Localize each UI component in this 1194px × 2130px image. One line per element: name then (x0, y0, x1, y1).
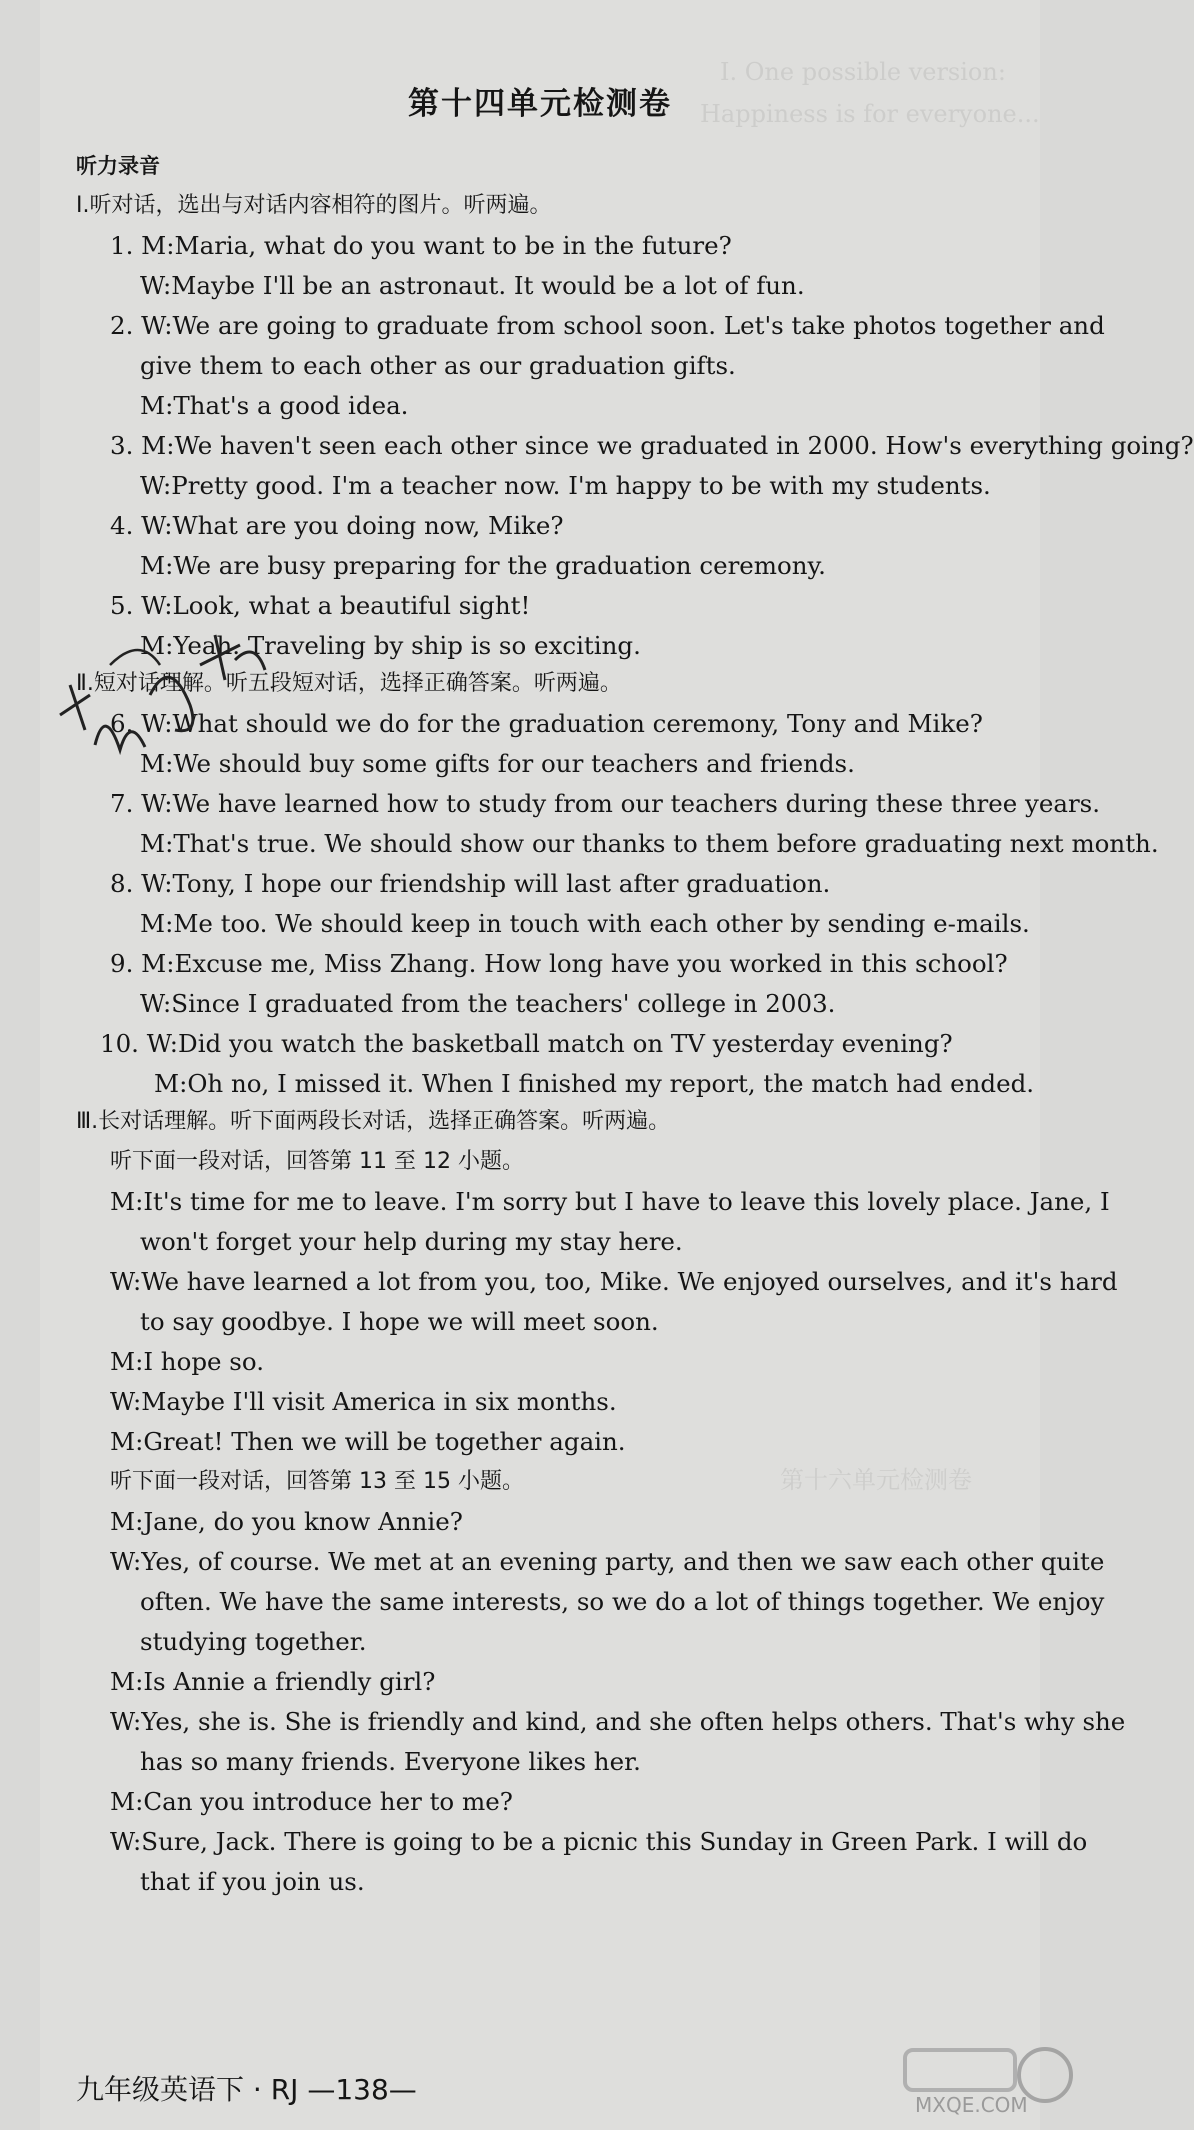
transcript-line: W:Since I graduated from the teachers' college in 2003. (140, 989, 836, 1018)
transcript-line: 2. W:We are going to graduate from school soon. Let's take photos together and (110, 311, 1105, 340)
transcript-line: has so many friends. Everyone likes her. (140, 1747, 641, 1776)
transcript-line: 7. W:We have learned how to study from our teachers during these three years. (110, 789, 1101, 818)
transcript-line: 4. W:What are you doing now, Mike? (110, 511, 564, 540)
transcript-line: 1. M:Maria, what do you want to be in the future? (110, 231, 732, 260)
bleed-through: 第十六单元检测卷 (780, 1466, 972, 1494)
transcript-line: Ⅱ.短对话理解。听五段短对话，选择正确答案。听两遍。 (76, 671, 622, 696)
page-footer: 九年级英语下 · RJ —138— (76, 2073, 417, 2106)
transcript-line: give them to each other as our graduation gifts. (140, 351, 736, 380)
transcript-line: 9. M:Excuse me, Miss Zhang. How long have you worked in this school? (110, 949, 1008, 978)
transcript-line: 5. W:Look, what a beautiful sight! (110, 591, 531, 620)
transcript-line: Ⅰ.听对话，选出与对话内容相符的图片。听两遍。 (76, 193, 552, 218)
transcript-line: M:Great! Then we will be together again. (110, 1427, 626, 1456)
transcript-line: W:Maybe I'll visit America in six months. (110, 1387, 617, 1416)
transcript-line: M:That's a good idea. (140, 391, 409, 420)
transcript-line: W:Maybe I'll be an astronaut. It would be a lot of fun. (140, 271, 805, 300)
transcript-line: M:Oh no, I missed it. When I finished my report, the match had ended. (154, 1069, 1035, 1098)
watermark-text: MXQE.COM (915, 2093, 1028, 2117)
transcript-line: M:Me too. We should keep in touch with each other by sending e-mails. (140, 909, 1030, 938)
transcript-line: W:We have learned a lot from you, too, Mike. We enjoyed ourselves, and it's hard (110, 1267, 1118, 1296)
bleed-through: I. One possible version: (720, 58, 1006, 86)
transcript-line: M:I hope so. (110, 1347, 264, 1376)
transcript-line: won't forget your help during my stay here. (140, 1227, 683, 1256)
transcript-line: M:It's time for me to leave. I'm sorry but I have to leave this lovely place. Jane, I (110, 1187, 1110, 1216)
transcript-line: W:Yes, she is. She is friendly and kind, and she often helps others. That's why she (110, 1707, 1126, 1736)
transcript-line: M:That's true. We should show our thanks to them before graduating next month. (140, 829, 1159, 858)
transcript-line: 8. W:Tony, I hope our friendship will last after graduation. (110, 869, 831, 898)
transcript-line: 听下面一段对话，回答第 11 至 12 小题。 (110, 1149, 524, 1174)
transcript-line: often. We have the same interests, so we do a lot of things together. We enjoy (140, 1587, 1105, 1616)
transcript-line: M:Is Annie a friendly girl? (110, 1667, 436, 1696)
transcript-line: W:Yes, of course. We met at an evening party, and then we saw each other quite (110, 1547, 1105, 1576)
bleed-through: Happiness is for everyone... (700, 100, 1040, 128)
transcript-line: M:We should buy some gifts for our teachers and friends. (140, 749, 855, 778)
transcript-line: 3. M:We haven't seen each other since we graduated in 2000. How's everything going? (110, 431, 1194, 460)
handwritten-scribble (50, 635, 310, 805)
transcript-line: 6. W:What should we do for the graduation ceremony, Tony and Mike? (110, 709, 983, 738)
transcript-line: studying together. (140, 1627, 367, 1656)
transcript-line: M:Yeah. Traveling by ship is so exciting. (140, 631, 641, 660)
section-header: 听力录音 (76, 154, 160, 178)
transcript-line: 听下面一段对话，回答第 13 至 15 小题。 (110, 1469, 524, 1494)
transcript-line: Ⅲ.长对话理解。听下面两段长对话，选择正确答案。听两遍。 (76, 1109, 671, 1134)
transcript-line: 10. W:Did you watch the basketball match on TV yesterday evening? (100, 1029, 953, 1058)
page-title: 第十四单元检测卷 (408, 86, 672, 122)
transcript-line: M:Jane, do you know Annie? (110, 1507, 463, 1536)
transcript-line: to say goodbye. I hope we will meet soon. (140, 1307, 659, 1336)
transcript-line: W:Pretty good. I'm a teacher now. I'm happy to be with my students. (140, 471, 991, 500)
transcript-line: that if you join us. (140, 1867, 365, 1896)
transcript-line: M:We are busy preparing for the graduation ceremony. (140, 551, 826, 580)
transcript-line: W:Sure, Jack. There is going to be a picnic this Sunday in Green Park. I will do (110, 1827, 1088, 1856)
watermark-logo (895, 2040, 1075, 2120)
transcript-line: M:Can you introduce her to me? (110, 1787, 513, 1816)
